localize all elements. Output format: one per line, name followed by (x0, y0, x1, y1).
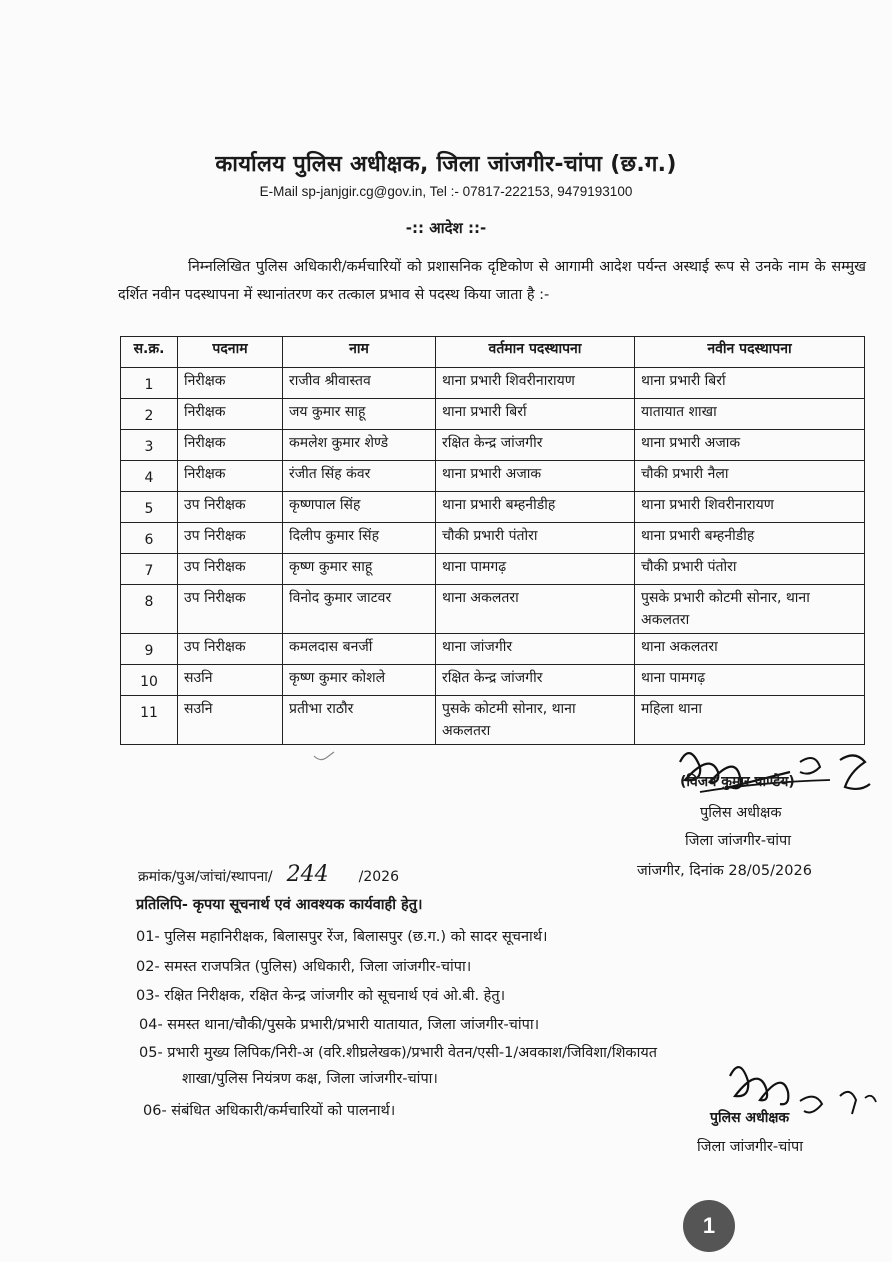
order-heading: -:: आदेश ::- (405, 219, 487, 237)
cell-new-posting: थाना प्रभारी शिवरीनारायण (635, 492, 865, 523)
cell-designation: निरीक्षक (178, 461, 283, 492)
page-number-badge[interactable]: 1 (683, 1200, 735, 1252)
table-row (121, 585, 865, 634)
cell-sn: 9 (121, 634, 178, 665)
cell-new-posting: पुसके प्रभारी कोटमी सोनार, थाना अकलतरा (635, 585, 865, 634)
cell-designation: उप निरीक्षक (178, 523, 283, 554)
cell-designation: निरीक्षक (178, 368, 283, 399)
cell-current-posting: थाना पामगढ़ (436, 554, 635, 585)
cell-designation: उप निरीक्षक (178, 585, 283, 634)
cell-sn: 5 (121, 492, 178, 523)
cell-name: कमलेश कुमार शेण्डे (283, 430, 436, 461)
cell-designation: सउनि (178, 696, 283, 745)
reference-number: 244 (286, 862, 329, 887)
cell-new-posting: चौकी प्रभारी नैला (635, 461, 865, 492)
intro-paragraph (118, 253, 866, 309)
table-row (121, 634, 865, 665)
cell-sn: 8 (121, 585, 178, 634)
table-row (121, 461, 865, 492)
cell-sn: 11 (121, 696, 178, 745)
cell-current-posting: थाना प्रभारी बम्हनीडीह (436, 492, 635, 523)
cell-new-posting: थाना प्रभारी बिर्रा (635, 368, 865, 399)
cell-new-posting: थाना प्रभारी अजाक (635, 430, 865, 461)
cell-name: कमलदास बनर्जी (283, 634, 436, 665)
signatory-name: (विजय कुमार पाण्डेय) (680, 774, 795, 790)
reference-line (138, 862, 399, 887)
reference-date: जांजगीर, दिनांक 28/05/2026 (637, 863, 812, 879)
cell-designation: उप निरीक्षक (178, 492, 283, 523)
cell-current-posting: थाना प्रभारी अजाक (436, 461, 635, 492)
copy-item-continuation: शाखा/पुलिस नियंत्रण कक्ष, जिला जांजगीर-चांपा। (182, 1071, 438, 1087)
reference-prefix: क्रमांक/पुअ/जांचां/स्थापना/ (138, 869, 273, 885)
cell-name: विनोद कुमार जाटवर (283, 585, 436, 634)
signatory-designation-2: पुलिस अधीक्षक (710, 1110, 790, 1126)
cell-name: रंजीत सिंह कंवर (283, 461, 436, 492)
postings-table (120, 336, 865, 745)
cell-new-posting: चौकी प्रभारी पंतोरा (635, 554, 865, 585)
cell-sn: 1 (121, 368, 178, 399)
copy-item: 03- रक्षित निरीक्षक, रक्षित केन्द्र जांजगीर को सूचनार्थ एवं ओ.बी. हेतु। (136, 988, 506, 1004)
cell-sn: 7 (121, 554, 178, 585)
contact-line: E-Mail sp-janjgir.cg@gov.in, Tel :- 07817-222153, 9479193100 (259, 184, 633, 199)
table-row (121, 554, 865, 585)
signatory-designation: पुलिस अधीक्षक (700, 805, 782, 821)
cell-current-posting: थाना जांजगीर (436, 634, 635, 665)
pen-mark (312, 748, 342, 770)
cell-designation: निरीक्षक (178, 430, 283, 461)
cell-name: प्रतीभा राठौर (283, 696, 436, 745)
copy-item: 04- समस्त थाना/चौकी/पुसके प्रभारी/प्रभारी यातायात, जिला जांजगीर-चांपा। (139, 1017, 540, 1033)
table-row (121, 492, 865, 523)
cell-sn: 4 (121, 461, 178, 492)
header-sn: स.क्र. (121, 337, 178, 368)
table-header-row (121, 337, 865, 368)
cell-sn: 10 (121, 665, 178, 696)
header-designation: पदनाम (178, 337, 283, 368)
cell-new-posting: यातायात शाखा (635, 399, 865, 430)
cell-new-posting: थाना प्रभारी बम्हनीडीह (635, 523, 865, 554)
cell-sn: 6 (121, 523, 178, 554)
cell-current-posting: थाना अकलतरा (436, 585, 635, 634)
table-row (121, 368, 865, 399)
header-new-posting: नवीन पदस्थापना (635, 337, 865, 368)
header-name: नाम (283, 337, 436, 368)
copy-item: 06- संबंधित अधिकारी/कर्मचारियों को पालनार्थ। (143, 1103, 396, 1119)
copy-item: 01- पुलिस महानिरीक्षक, बिलासपुर रेंज, बिलासपुर (छ.ग.) को सादर सूचनार्थ। (136, 929, 548, 945)
cell-current-posting: रक्षित केन्द्र जांजगीर (436, 430, 635, 461)
cell-name: दिलीप कुमार सिंह (283, 523, 436, 554)
reference-year: /2026 (358, 869, 399, 885)
cell-new-posting: महिला थाना (635, 696, 865, 745)
copy-item: 05- प्रभारी मुख्य लिपिक/निरी-अ (वरि.शीघ्रलेखक)/प्रभारी वेतन/एसी-1/अवकाश/जिविशा/शिकायत (139, 1045, 657, 1061)
cell-designation: सउनि (178, 665, 283, 696)
table-row (121, 665, 865, 696)
cell-current-posting: थाना प्रभारी शिवरीनारायण (436, 368, 635, 399)
copy-item: 02- समस्त राजपत्रित (पुलिस) अधिकारी, जिला जांजगीर-चांपा। (136, 959, 472, 975)
cell-name: राजीव श्रीवास्तव (283, 368, 436, 399)
signatory-district: जिला जांजगीर-चांपा (685, 833, 792, 849)
cell-name: कृष्णपाल सिंह (283, 492, 436, 523)
cell-name: जय कुमार साहू (283, 399, 436, 430)
cell-current-posting: थाना प्रभारी बिर्रा (436, 399, 635, 430)
cell-designation: उप निरीक्षक (178, 554, 283, 585)
cell-designation: निरीक्षक (178, 399, 283, 430)
table-row (121, 523, 865, 554)
cell-sn: 2 (121, 399, 178, 430)
table-row (121, 430, 865, 461)
cell-current-posting: पुसके कोटमी सोनार, थाना अकलतरा (436, 696, 635, 745)
intro-text: निम्नलिखित पुलिस अधिकारी/कर्मचारियों को प्रशासनिक दृष्टिकोण से आगामी आदेश पर्यन्त अस्थाई रूप से उनके नाम के सम्मुख दर्शित नवीन पदस्थापना में स्थानांतरण कर तत्काल प्रभाव से पदस्थ किया जाता है :- (118, 259, 866, 303)
copy-heading: प्रतिलिपि- कृपया सूचनार्थ एवं आवश्यक कार्यवाही हेतु। (136, 897, 423, 913)
cell-current-posting: रक्षित केन्द्र जांजगीर (436, 665, 635, 696)
cell-designation: उप निरीक्षक (178, 634, 283, 665)
cell-current-posting: चौकी प्रभारी पंतोरा (436, 523, 635, 554)
table-row (121, 399, 865, 430)
signatory-district-2: जिला जांजगीर-चांपा (697, 1139, 804, 1155)
header-current-posting: वर्तमान पदस्थापना (436, 337, 635, 368)
cell-new-posting: थाना अकलतरा (635, 634, 865, 665)
cell-sn: 3 (121, 430, 178, 461)
cell-new-posting: थाना पामगढ़ (635, 665, 865, 696)
office-title: कार्यालय पुलिस अधीक्षक, जिला जांजगीर-चांपा (छ.ग.) (215, 152, 677, 177)
cell-name: कृष्ण कुमार कोशले (283, 665, 436, 696)
cell-name: कृष्ण कुमार साहू (283, 554, 436, 585)
